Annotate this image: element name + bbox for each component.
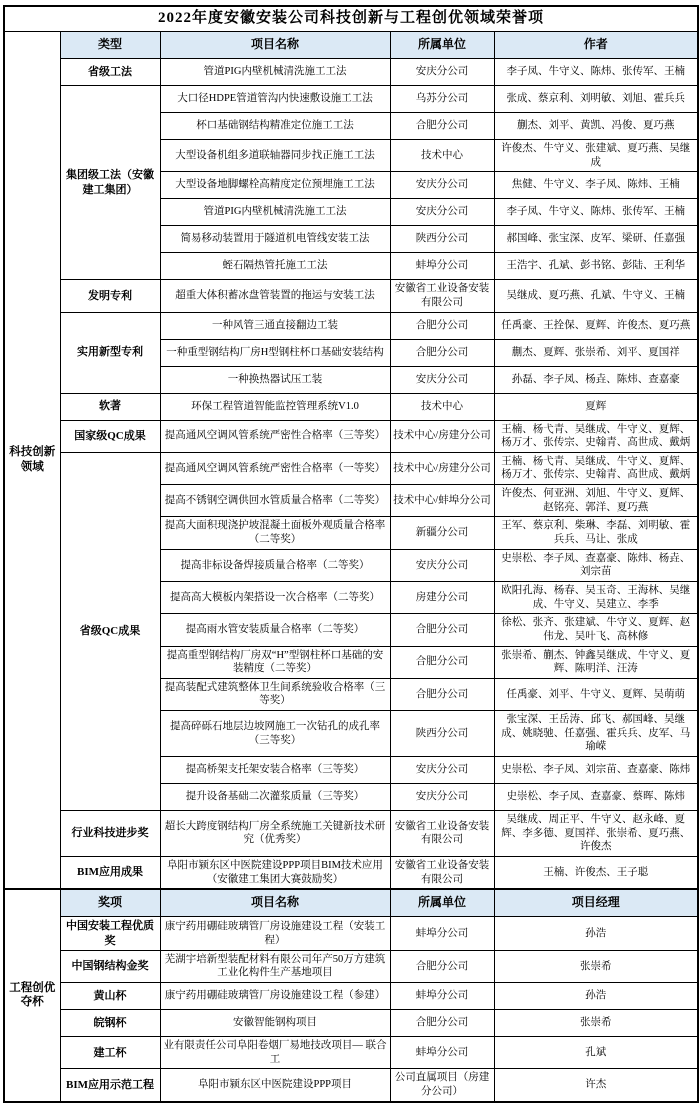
project-name-cell: 杯口基础钢结构精准定位施工工法 bbox=[160, 113, 390, 140]
table-row bbox=[4, 1069, 698, 1102]
unit-cell: 新疆分公司 bbox=[390, 517, 494, 549]
authors-cell: 王浩宇、孔斌、彭书铭、彭陆、王利华 bbox=[494, 253, 698, 280]
honors-table bbox=[3, 5, 699, 1103]
unit-cell: 技术中心 bbox=[390, 140, 494, 172]
unit-cell: 合肥分公司 bbox=[390, 113, 494, 140]
column-header: 项目名称 bbox=[160, 32, 390, 59]
authors-cell: 史崇松、李子凤、查嘉豪、蔡晖、陈炜 bbox=[494, 784, 698, 811]
authors-cell: 张成、蔡京利、刘明敏、刘旭、霍兵兵 bbox=[494, 86, 698, 113]
authors-cell: 夏辉 bbox=[494, 393, 698, 420]
authors-cell: 吴继成、夏巧燕、孔斌、牛守义、王楠 bbox=[494, 280, 698, 312]
authors-cell: 李子凤、牛守义、陈炜、张传军、王楠 bbox=[494, 59, 698, 86]
project-name-cell: 超长大跨度钢结构厂房全系统施工关键新技术研究（优秀奖） bbox=[160, 811, 390, 857]
authors-cell: 蒯杰、夏辉、张崇希、刘平、夏国祥 bbox=[494, 339, 698, 366]
project-name-cell: 康宁药用硼硅玻璃管厂房设施建设工程（安装工程） bbox=[160, 917, 390, 951]
project-name-cell: 提高雨水管安装质量合格率（二等奖） bbox=[160, 614, 390, 646]
project-name-cell: 管道PIG内壁机械清洗施工工法 bbox=[160, 199, 390, 226]
project-name-cell: 提高通风空调风管系统严密性合格率（三等奖） bbox=[160, 420, 390, 452]
authors-cell: 许俊杰、牛守义、张建斌、夏巧燕、吴继成 bbox=[494, 140, 698, 172]
column-header: 作者 bbox=[494, 32, 698, 59]
unit-cell: 安庆分公司 bbox=[390, 366, 494, 393]
unit-cell: 蚌埠分公司 bbox=[390, 983, 494, 1010]
table-row bbox=[4, 811, 698, 857]
project-name-cell: 提高不锈钢空调供回水管质量合格率（二等奖） bbox=[160, 485, 390, 517]
table-row bbox=[4, 59, 698, 86]
table-row bbox=[4, 856, 698, 889]
project-name-cell: 提高碎砾石地层边坡网施工一次钻孔的成孔率（三等奖） bbox=[160, 711, 390, 757]
type-cell: BIM应用成果 bbox=[60, 856, 160, 889]
section-header-row bbox=[4, 889, 698, 917]
project-manager-cell: 许杰 bbox=[494, 1069, 698, 1102]
unit-cell: 合肥分公司 bbox=[390, 1010, 494, 1037]
authors-cell: 许俊杰、何亚洲、刘旭、牛守义、夏辉、赵铭亮、郭洋、夏巧燕 bbox=[494, 485, 698, 517]
authors-cell: 任禹豪、刘平、牛守义、夏辉、吴萌萌 bbox=[494, 678, 698, 710]
unit-cell: 安徽省工业设备安装有限公司 bbox=[390, 811, 494, 857]
unit-cell: 合肥分公司 bbox=[390, 312, 494, 339]
unit-cell: 安庆分公司 bbox=[390, 784, 494, 811]
type-cell: 国家级QC成果 bbox=[60, 420, 160, 452]
table-row bbox=[4, 1010, 698, 1037]
table-row bbox=[4, 393, 698, 420]
authors-cell: 焦健、牛守义、李子凤、陈炜、王楠 bbox=[494, 172, 698, 199]
unit-cell: 安徽省工业设备安装有限公司 bbox=[390, 856, 494, 889]
authors-cell: 徐松、张齐、张建斌、牛守义、夏辉、赵伟龙、吴叶飞、高林修 bbox=[494, 614, 698, 646]
unit-cell: 蚌埠分公司 bbox=[390, 1037, 494, 1069]
column-header: 项目经理 bbox=[494, 889, 698, 917]
project-name-cell: 蛭石隔热管托施工工法 bbox=[160, 253, 390, 280]
type-cell: 省级工法 bbox=[60, 59, 160, 86]
project-name-cell: 管道PIG内壁机械清洗施工工法 bbox=[160, 59, 390, 86]
project-name-cell: 提高装配式建筑整体卫生间系统验收合格率（三等奖） bbox=[160, 678, 390, 710]
unit-cell: 合肥分公司 bbox=[390, 339, 494, 366]
column-header: 类型 bbox=[60, 32, 160, 59]
project-name-cell: 大型设备地脚螺栓高精度定位预埋施工工法 bbox=[160, 172, 390, 199]
project-name-cell: 阜阳市颍东区中医院建设PPP项目 bbox=[160, 1069, 390, 1102]
authors-cell: 欧阳孔海、杨春、吴玉奇、王海林、吴继成、牛守义、吴建立、李季 bbox=[494, 581, 698, 613]
section-label-cell: 工程创优夺杯 bbox=[4, 889, 60, 1101]
unit-cell: 蚌埠分公司 bbox=[390, 253, 494, 280]
table-row bbox=[4, 983, 698, 1010]
type-cell: 发明专利 bbox=[60, 280, 160, 312]
project-manager-cell: 孙浩 bbox=[494, 983, 698, 1010]
project-name-cell: 大型设备机组多道联轴器同步找正施工工法 bbox=[160, 140, 390, 172]
page-title: 2022年度安徽安装公司科技创新与工程创优领域荣誉项 bbox=[4, 6, 698, 32]
project-name-cell: 提高通风空调风管系统严密性合格率（一等奖） bbox=[160, 452, 390, 484]
unit-cell: 技术中心/蚌埠分公司 bbox=[390, 485, 494, 517]
authors-cell: 王军、蔡京利、柴琳、李磊、刘明敏、霍兵兵、马让、张成 bbox=[494, 517, 698, 549]
project-name-cell: 提高桥架支托架安装合格率（三等奖） bbox=[160, 757, 390, 784]
project-manager-cell: 张崇希 bbox=[494, 1010, 698, 1037]
type-cell: BIM应用示范工程 bbox=[60, 1069, 160, 1102]
unit-cell: 合肥分公司 bbox=[390, 950, 494, 982]
unit-cell: 安庆分公司 bbox=[390, 59, 494, 86]
project-name-cell: 安徽智能钢构项目 bbox=[160, 1010, 390, 1037]
project-name-cell: 提高大面积现浇护坡混凝土面板外观质量合格率（二等奖） bbox=[160, 517, 390, 549]
unit-cell: 蚌埠分公司 bbox=[390, 917, 494, 951]
unit-cell: 公司直属项目（房建分公司） bbox=[390, 1069, 494, 1102]
column-header: 所属单位 bbox=[390, 889, 494, 917]
authors-cell: 孙磊、李子凤、杨垚、陈炜、查嘉豪 bbox=[494, 366, 698, 393]
project-name-cell: 一种重型钢结构厂房H型钢柱杯口基础安装结构 bbox=[160, 339, 390, 366]
project-name-cell: 大口径HDPE管道管沟内快速敷设施工工法 bbox=[160, 86, 390, 113]
project-name-cell: 提高重型钢结构厂房双“H”型钢柱杯口基础的安装精度（二等奖） bbox=[160, 646, 390, 678]
authors-cell: 吴继成、周正平、牛守义、赵永峰、夏辉、李多德、夏国祥、张崇希、夏巧燕、许俊杰 bbox=[494, 811, 698, 857]
column-header: 所属单位 bbox=[390, 32, 494, 59]
project-name-cell: 简易移动装置用于隧道机电管线安装工法 bbox=[160, 226, 390, 253]
project-name-cell: 阜阳市颍东区中医院建设PPP项目BIM技术应用（安徽建工集团大赛鼓励奖） bbox=[160, 856, 390, 889]
type-cell: 行业科技进步奖 bbox=[60, 811, 160, 857]
project-name-cell: 业有限责任公司阜阳卷烟厂易地技改项目— 联合工 bbox=[160, 1037, 390, 1069]
authors-cell: 张崇希、蒯杰、钟鑫吴继成、牛守义、夏辉、陈明洋、汪涛 bbox=[494, 646, 698, 678]
type-cell: 集团级工法（安徽建工集团） bbox=[60, 86, 160, 280]
authors-cell: 张宝深、王岳涛、邱飞、郝国峰、吴继成、姚晓驰、任嘉强、霍兵兵、皮军、马瑜嵘 bbox=[494, 711, 698, 757]
project-name-cell: 提高高大模板内架搭设一次合格率（二等奖） bbox=[160, 581, 390, 613]
unit-cell: 安庆分公司 bbox=[390, 172, 494, 199]
authors-cell: 李子凤、牛守义、陈炜、张传军、王楠 bbox=[494, 199, 698, 226]
type-cell: 实用新型专利 bbox=[60, 312, 160, 393]
section-header-row bbox=[4, 32, 698, 59]
section-label-cell: 科技创新领域 bbox=[4, 32, 60, 890]
authors-cell: 史崇松、李子凤、查嘉豪、陈炜、杨垚、刘宗苗 bbox=[494, 549, 698, 581]
authors-cell: 史崇松、李子凤、刘宗苗、查嘉豪、陈炜 bbox=[494, 757, 698, 784]
project-name-cell: 提高非标设备焊接质量合格率（二等奖） bbox=[160, 549, 390, 581]
unit-cell: 房建分公司 bbox=[390, 581, 494, 613]
type-cell: 软著 bbox=[60, 393, 160, 420]
project-name-cell: 康宁药用硼硅玻璃管厂房设施建设工程（参建） bbox=[160, 983, 390, 1010]
unit-cell: 合肥分公司 bbox=[390, 678, 494, 710]
project-name-cell: 提升设备基础二次灌浆质量（三等奖） bbox=[160, 784, 390, 811]
project-name-cell: 超重大体积蓄冰盘管装置的拖运与安装工法 bbox=[160, 280, 390, 312]
unit-cell: 技术中心/房建分公司 bbox=[390, 452, 494, 484]
table-row bbox=[4, 312, 698, 339]
type-cell: 省级QC成果 bbox=[60, 452, 160, 810]
unit-cell: 技术中心 bbox=[390, 393, 494, 420]
project-name-cell: 环保工程管道智能监控管理系统V1.0 bbox=[160, 393, 390, 420]
unit-cell: 安庆分公司 bbox=[390, 199, 494, 226]
project-manager-cell: 张崇希 bbox=[494, 950, 698, 982]
unit-cell: 陕西分公司 bbox=[390, 226, 494, 253]
unit-cell: 安徽省工业设备安装有限公司 bbox=[390, 280, 494, 312]
type-cell: 皖钢杯 bbox=[60, 1010, 160, 1037]
project-manager-cell: 孙浩 bbox=[494, 917, 698, 951]
unit-cell: 乌苏分公司 bbox=[390, 86, 494, 113]
table-row bbox=[4, 950, 698, 982]
unit-cell: 合肥分公司 bbox=[390, 646, 494, 678]
type-cell: 中国钢结构金奖 bbox=[60, 950, 160, 982]
authors-cell: 任禹豪、王拴保、夏辉、许俊杰、夏巧燕 bbox=[494, 312, 698, 339]
project-name-cell: 一种风管三通直接翻边工装 bbox=[160, 312, 390, 339]
table-row bbox=[4, 1037, 698, 1069]
authors-cell: 王楠、杨弋青、吴继成、牛守义、夏辉、杨万才、张传宗、史翰青、高世成、戴炳 bbox=[494, 420, 698, 452]
authors-cell: 蒯杰、刘平、黄凯、冯俊、夏巧燕 bbox=[494, 113, 698, 140]
unit-cell: 陕西分公司 bbox=[390, 711, 494, 757]
project-manager-cell: 孔斌 bbox=[494, 1037, 698, 1069]
table-row bbox=[4, 280, 698, 312]
authors-cell: 王楠、许俊杰、王子聪 bbox=[494, 856, 698, 889]
unit-cell: 合肥分公司 bbox=[390, 614, 494, 646]
title-row bbox=[4, 6, 698, 32]
table-row bbox=[4, 86, 698, 113]
authors-cell: 郝国峰、张宝深、皮军、梁研、任嘉强 bbox=[494, 226, 698, 253]
table-row bbox=[4, 917, 698, 951]
unit-cell: 安庆分公司 bbox=[390, 549, 494, 581]
type-cell: 中国安装工程优质奖 bbox=[60, 917, 160, 951]
project-name-cell: 芜湖宇培新型装配材料有限公司年产50万方建筑工业化构件生产基地项目 bbox=[160, 950, 390, 982]
column-header: 项目名称 bbox=[160, 889, 390, 917]
table-row bbox=[4, 420, 698, 452]
unit-cell: 安庆分公司 bbox=[390, 757, 494, 784]
type-cell: 建工杯 bbox=[60, 1037, 160, 1069]
table-row bbox=[4, 452, 698, 484]
project-name-cell: 一种换热器试压工装 bbox=[160, 366, 390, 393]
unit-cell: 技术中心/房建分公司 bbox=[390, 420, 494, 452]
type-cell: 黄山杯 bbox=[60, 983, 160, 1010]
column-header: 奖项 bbox=[60, 889, 160, 917]
authors-cell: 王楠、杨弋青、吴继成、牛守义、夏辉、杨万才、张传宗、史翰青、高世成、戴炳 bbox=[494, 452, 698, 484]
